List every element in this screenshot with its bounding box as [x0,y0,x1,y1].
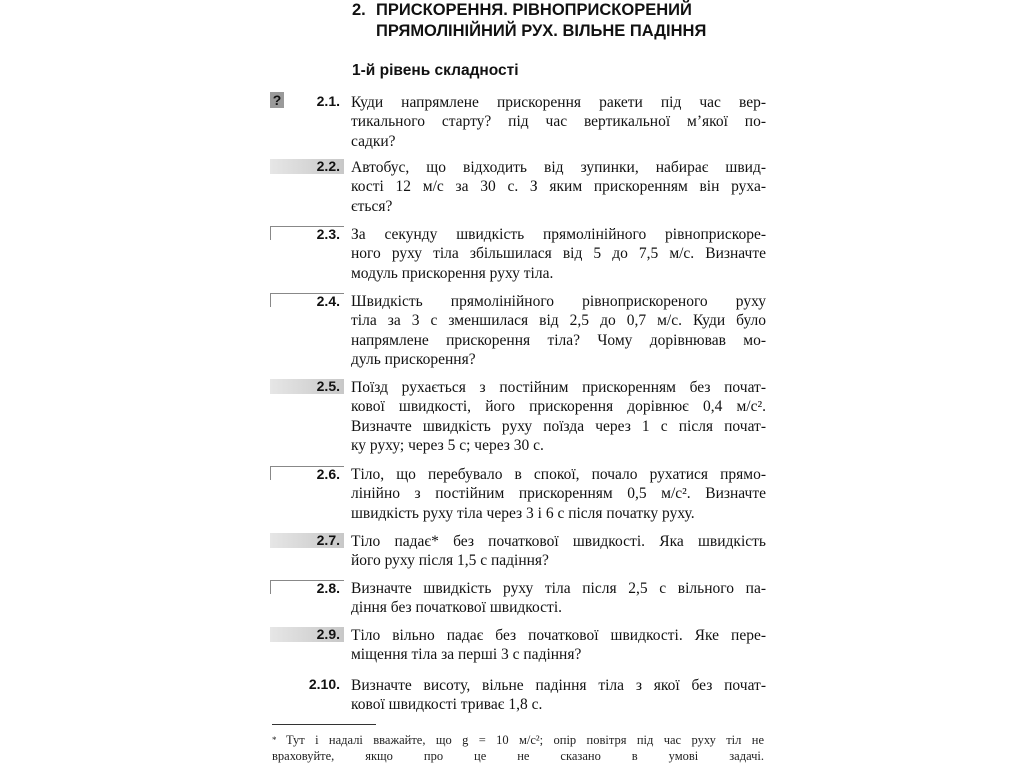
problem-line: Тіло вільно падає без початкової швидкості. Яке пере- [351,627,766,644]
chapter-number: 2. [352,1,366,19]
footnote-line2: враховуйте, якщо про це не сказано в умові задачі. [272,749,764,763]
problem-line: Поїзд рухається з постійним прискоренням без почат- [351,379,766,396]
problem-number: 2.4. [270,293,344,307]
problem-line: За секунду швидкість прямолінійного рівноприскоре- [351,226,766,243]
problem-line: модуль прискорення руху тіла. [351,264,554,282]
problem-line: тикального старту? під час вертикальної м’якої по- [351,113,766,131]
problem-line: Тіло падає* без початкової швидкості. Яка швидкість [351,533,766,550]
problem-number: 2.2. [270,159,344,174]
problem-line: ку руху; через 5 с; через 30 с. [351,436,544,454]
problem-text [351,158,766,216]
problem-text [351,579,766,618]
problem-line: садки? [351,132,396,150]
question-marker-icon: ? [270,92,284,108]
problem-text [351,378,766,455]
problem-line: лінійно з постійним прискоренням 0,5 м/с². Визначте [351,485,766,503]
problem-line: ється? [351,197,393,215]
problem-line: тіла за 3 с зменшилася від 2,5 до 0,7 м/с. Куди було [351,312,766,330]
problem-line: дуль прискорення? [351,350,476,368]
problem-text [351,626,766,665]
problem-number: 2.6. [270,466,344,480]
problem-number: 2.3. [270,226,344,240]
problem-line: напрямлене прискорення тіла? Чому дорівнював мо- [351,331,766,349]
problem-line: кості 12 м/с за 30 с. З яким прискоренням він руха- [351,178,766,196]
footnote-mark: * [272,735,277,745]
problem-line: Куди напрямлене прискорення ракети під час вер- [351,94,766,111]
problem-number: 2.7. [270,533,344,548]
problem-number: 2.10. [308,676,340,692]
problem-number: 2.9. [270,627,344,642]
problem-line: Тіло, що перебувало в спокої, почало рухатися прямо- [351,466,766,483]
problem-text [351,532,766,571]
footnote-line1-text: Тут і надалі вважайте, що g = 10 м/с²; опір повітря під час руху тіл не [286,733,764,747]
problem-text [351,93,766,151]
problem-number: 2.1. [316,93,340,109]
footnote [272,732,764,764]
problem-line: Визначте швидкість руху поїзда через 1 с після почат- [351,417,766,435]
problem-line: Визначте швидкість руху тіла після 2,5 с вільного па- [351,580,766,597]
chapter-title-line2: ПРЯМОЛІНІЙНИЙ РУХ. ВІЛЬНЕ ПАДІННЯ [376,22,707,40]
problem-text [351,225,766,283]
problem-line: його руху після 1,5 с падіння? [351,552,549,570]
problem-number: 2.8. [270,580,344,594]
problem-line: кової швидкості триває 1,8 с. [351,696,543,714]
problem-line: Автобус, що відходить від зупинки, набирає швид- [351,159,766,176]
problem-line: міщення тіла за перші 3 с падіння? [351,646,582,664]
footnote-line1 [272,732,764,748]
problem-line: Визначте висоту, вільне падіння тіла з якої без почат- [351,677,766,694]
problem-text [351,676,766,715]
problem-text [351,292,766,369]
footnote-divider [272,724,376,725]
chapter-title-line1: ПРИСКОРЕННЯ. РІВНОПРИСКОРЕНИЙ [376,1,692,19]
problem-line: кової швидкості, його прискорення дорівнює 0,4 м/с². [351,398,766,416]
problem-line: швидкість руху тіла через 3 і 6 с після початку руху. [351,504,695,522]
chapter-title [352,0,772,42]
problem-text [351,465,766,523]
difficulty-level-heading: 1-й рівень складності [352,62,519,79]
problem-line: Швидкість прямолінійного рівноприскореного руху [351,293,766,310]
problem-number: 2.5. [270,379,344,394]
problem-line: ного руху тіла збільшилася від 5 до 7,5 м/с. Визначте [351,245,766,263]
problem-line: діння без початкової швидкості. [351,599,563,617]
